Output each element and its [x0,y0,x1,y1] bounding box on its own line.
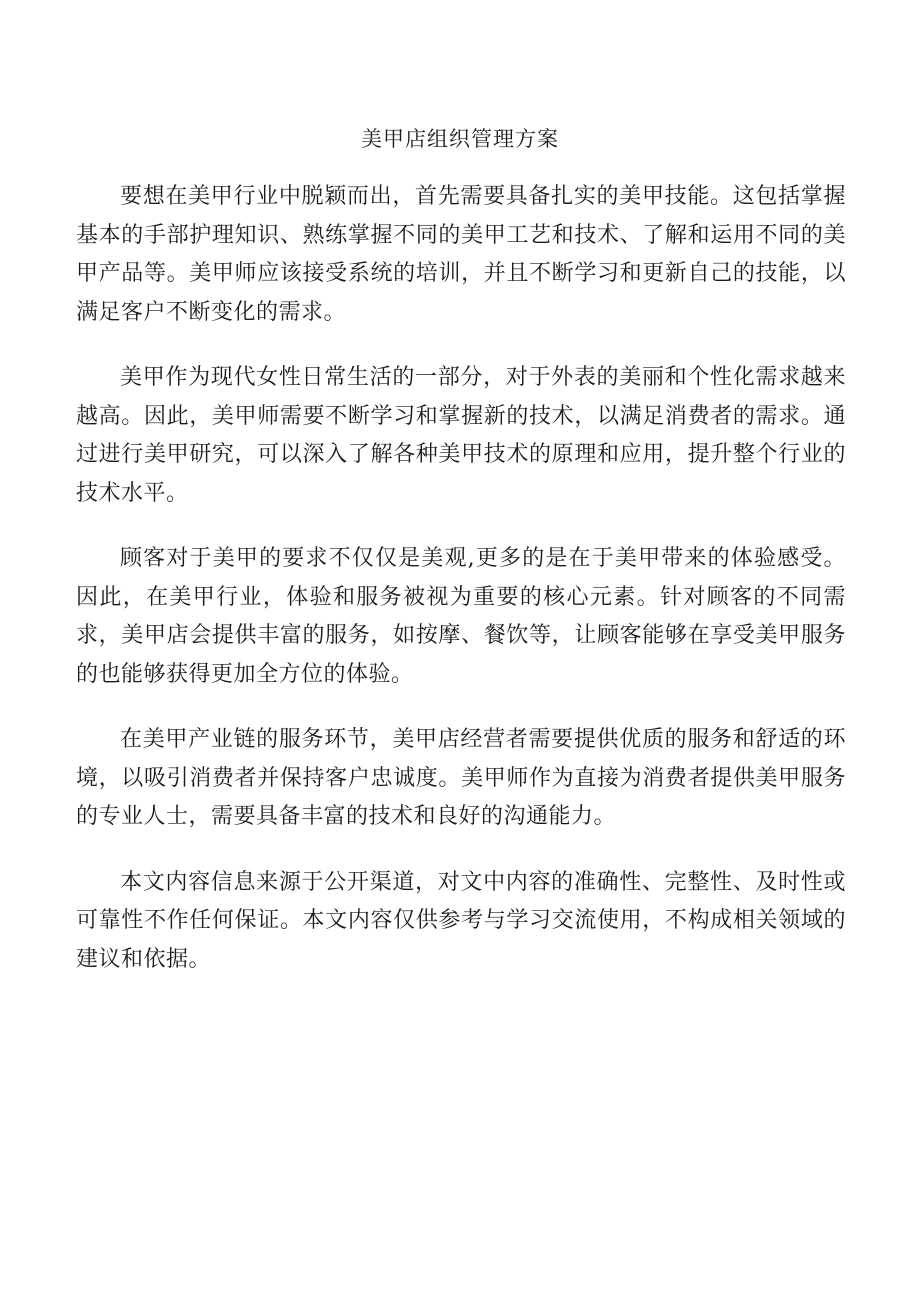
paragraph-experience: 顾客对于美甲的要求不仅仅是美观,更多的是在于美甲带来的体验感受。因此，在美甲行业，体验和服务被视为重要的核心元素。针对顾客的不同需求，美甲店会提供丰富的服务，如按摩、餐饮等，让顾客能够在享受美甲服务的也能够获得更加全方位的体验。 [76,546,846,687]
paragraph-disclaimer: 本文内容信息来源于公开渠道，对文中内容的准确性、完整性、及时性或可靠性不作任何保证。本文内容仅供参考与学习交流使用，不构成相关领域的建议和依据。 [76,869,846,972]
paragraph-research: 美甲作为现代女性日常生活的一部分，对于外表的美丽和个性化需求越来越高。因此，美甲师需要不断学习和掌握新的技术，以满足消费者的需求。通过进行美甲研究，可以深入了解各种美甲技术的原理和应用，提升整个行业的技术水平。 [76,365,846,506]
paragraph-service: 在美甲产业链的服务环节，美甲店经营者需要提供优质的服务和舒适的环境，以吸引消费者并保持客户忠诚度。美甲师作为直接为消费者提供美甲服务的专业人士，需要具备丰富的技术和良好的沟通能力。 [76,727,846,829]
paragraph-skills: 要想在美甲行业中脱颖而出，首先需要具备扎实的美甲技能。这包括掌握基本的手部护理知识、熟练掌握不同的美甲工艺和技术、了解和运用不同的美甲产品等。美甲师应该接受系统的培训，并且不断学习和更新自己的技能，以满足客户不断变化的需求。 [76,184,846,325]
document-title: 美甲店组织管理方案 [361,127,559,151]
document-body [76,178,846,979]
